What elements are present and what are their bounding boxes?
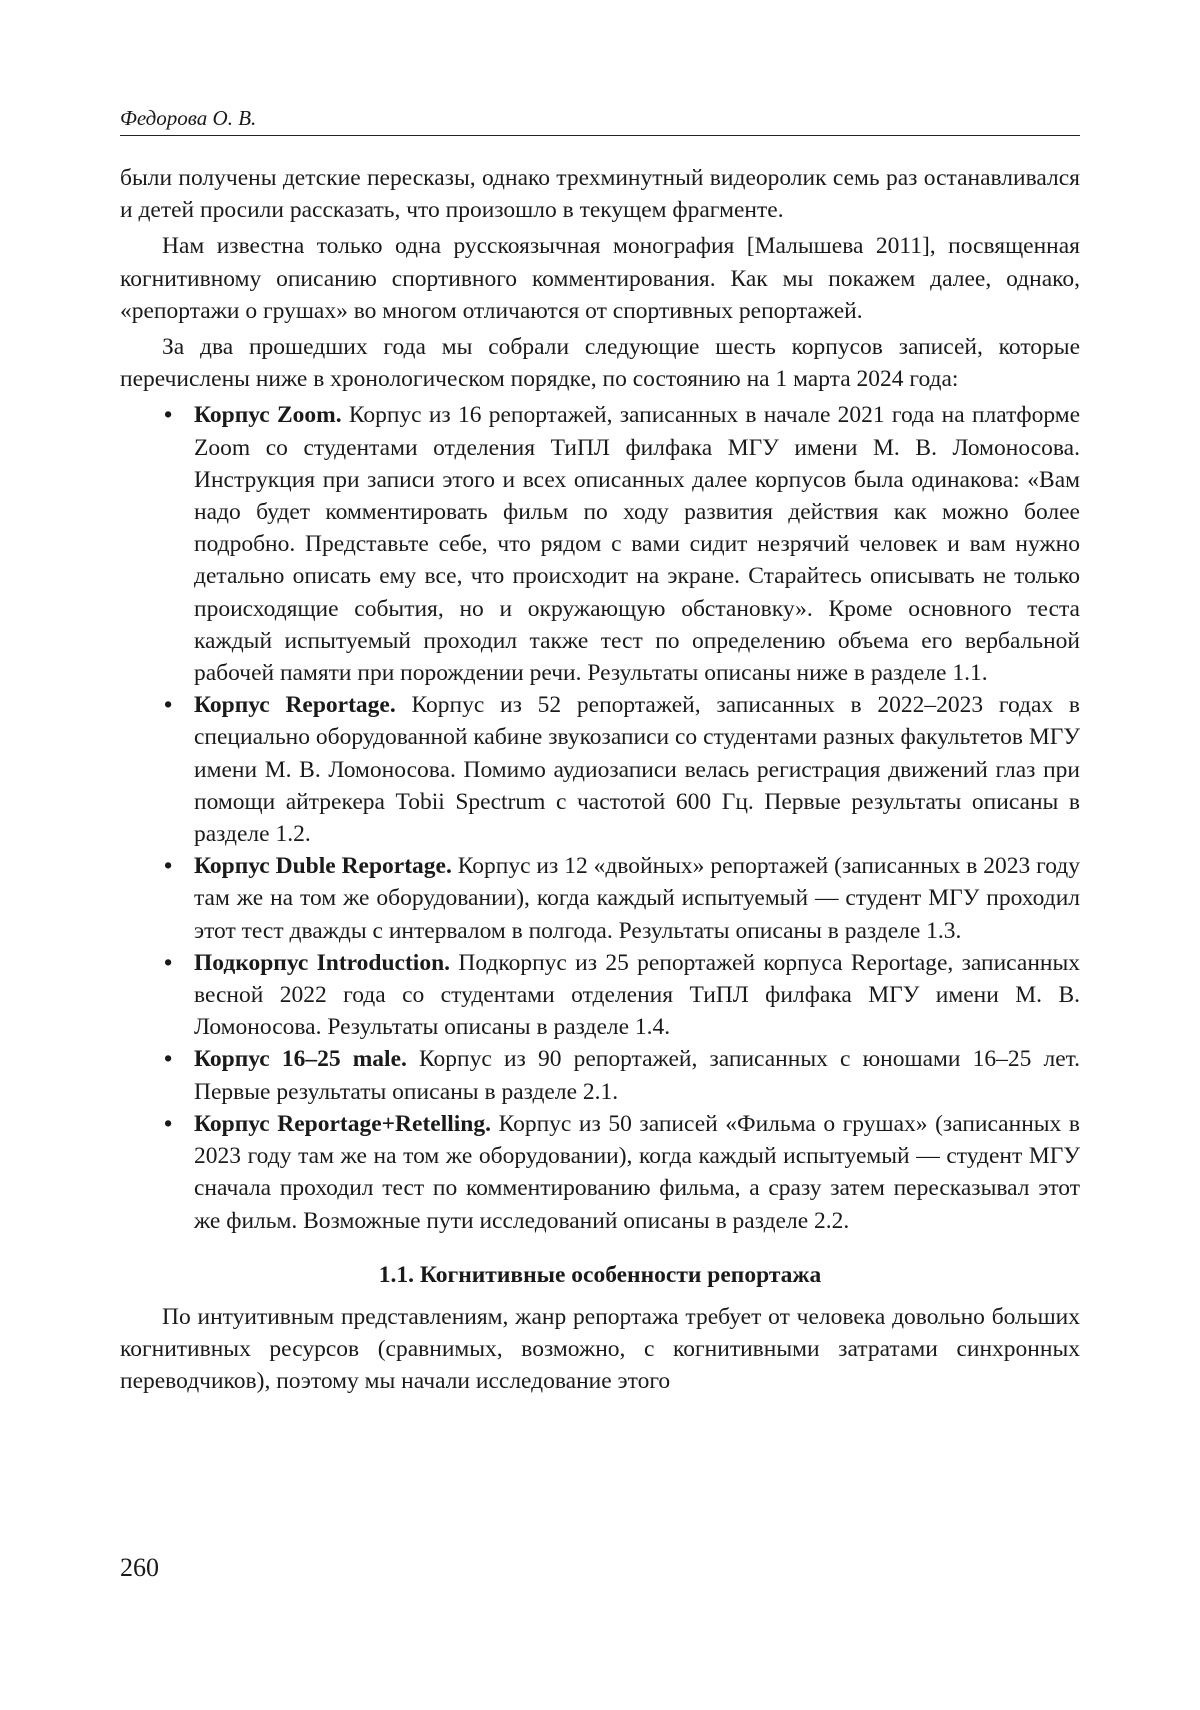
corpus-term: Подкорпус Introduction. [194, 949, 451, 976]
running-head-author: Федорова О. В. [120, 106, 257, 130]
list-item-corpus-reportage-retelling [194, 1108, 1080, 1237]
corpus-term: Корпус Duble Reportage. [194, 853, 452, 880]
list-item-corpus-zoom [194, 399, 1080, 689]
list-item-subcorpus-introduction [194, 947, 1080, 1044]
corpora-list [120, 399, 1080, 1236]
paragraph-continuation: были получены детские пересказы, однако трехминутный видеоролик семь раз останавливался и детей просили рассказать, что произошло в текущем фрагменте. [120, 165, 1080, 224]
paragraph-section-intro: По интуитивным представлениям, жанр репортажа требует от человека довольно больших когнитивных ресурсов (сравнимых, возможно, с когнитивными затратами синхронных переводчиков), поэтому мы начали исследование этого [120, 1303, 1080, 1395]
corpus-term: Корпус Zoom. [194, 402, 342, 429]
header-divider [120, 135, 1080, 136]
corpus-term: Корпус Reportage+Retelling. [194, 1110, 491, 1137]
corpus-description: Корпус из 12 «двойных» репортажей (записанных в 2023 году там же на том же оборудовании), когда каждый испытуемый — студент МГУ проходил этот тест дважды с интервалом в полгода. Результаты описаны в разделе 1.3. [194, 853, 1080, 944]
list-item-corpus-reportage [194, 689, 1080, 850]
section-heading: 1.1. Когнитивные особенности репортажа [378, 1261, 822, 1288]
corpus-description: Корпус из 50 записей «Фильма о грушах» (записанных в 2023 году там же на том же оборудовании), когда каждый испытуемый — студент МГУ сначала проходил тест по комментированию фильма, а сразу затем пересказывал этот же фильм. Возможные пути исследований описаны в разделе 2.2. [194, 1110, 1080, 1234]
list-item-corpus-duble-reportage [194, 850, 1080, 947]
corpus-description: Корпус из 16 репортажей, записанных в начале 2021 года на платформе Zoom со студентами отделения ТиПЛ филфака МГУ имени М. В. Ломоносова. Инструкция при записи этого и всех описанных далее корпусов была одинакова: «Вам надо будет комментировать фильм по ходу развития действия как можно более подробно. Представьте себе, что рядом с вами сидит незрячий человек и вам нужно детально описать ему все, что происходит на экране. Старайтесь описывать не только происходящие события, но и окружающую обстановку». Кроме основного теста каждый испытуемый проходил также тест по определению объема его вербальной рабочей памяти при порождении речи. Результаты описаны ниже в разделе 1.1. [194, 402, 1081, 687]
corpus-description: Подкорпус из 25 репортажей корпуса Reportage, записанных весной 2022 года со студентами отделения ТиПЛ филфака МГУ имени М. В. Ломоносова. Результаты описаны в разделе 1.4. [194, 949, 1081, 1041]
page-number: 260 [120, 1553, 159, 1582]
list-item-corpus-16-25-male [194, 1043, 1080, 1107]
corpus-description: Корпус из 90 репортажей, записанных с юношами 16–25 лет. Первые результаты описаны в разделе 2.1. [194, 1046, 1081, 1105]
paragraph-monograph: Нам известна только одна русскоязычная монография [Малышева 2011], посвященная когнитивному описанию спортивного комментирования. Как мы покажем далее, однако, «репортажи о грушах» во многом отличаются от спортивных репортажей. [120, 233, 1080, 324]
page-body [120, 162, 1080, 1402]
corpus-description: Корпус из 52 репортажей, записанных в 2022–2023 годах в специально оборудованной кабине звукозаписи со студентами разных факультетов МГУ имени М. В. Ломоносова. Помимо аудиозаписи велась регистрация движений глаз при помощи айтрекера Tobii Spectrum с частотой 600 Гц. Первые результаты описаны в разделе 1.2. [194, 692, 1080, 848]
paragraph-corpora-intro: За два прошедших года мы собрали следующие шесть корпусов записей, которые перечислены ниже в хронологическом порядке, по состоянию на 1 марта 2024 года: [120, 334, 1080, 393]
corpus-term: Корпус Reportage. [194, 692, 396, 719]
corpus-term: Корпус 16–25 male. [194, 1046, 407, 1073]
